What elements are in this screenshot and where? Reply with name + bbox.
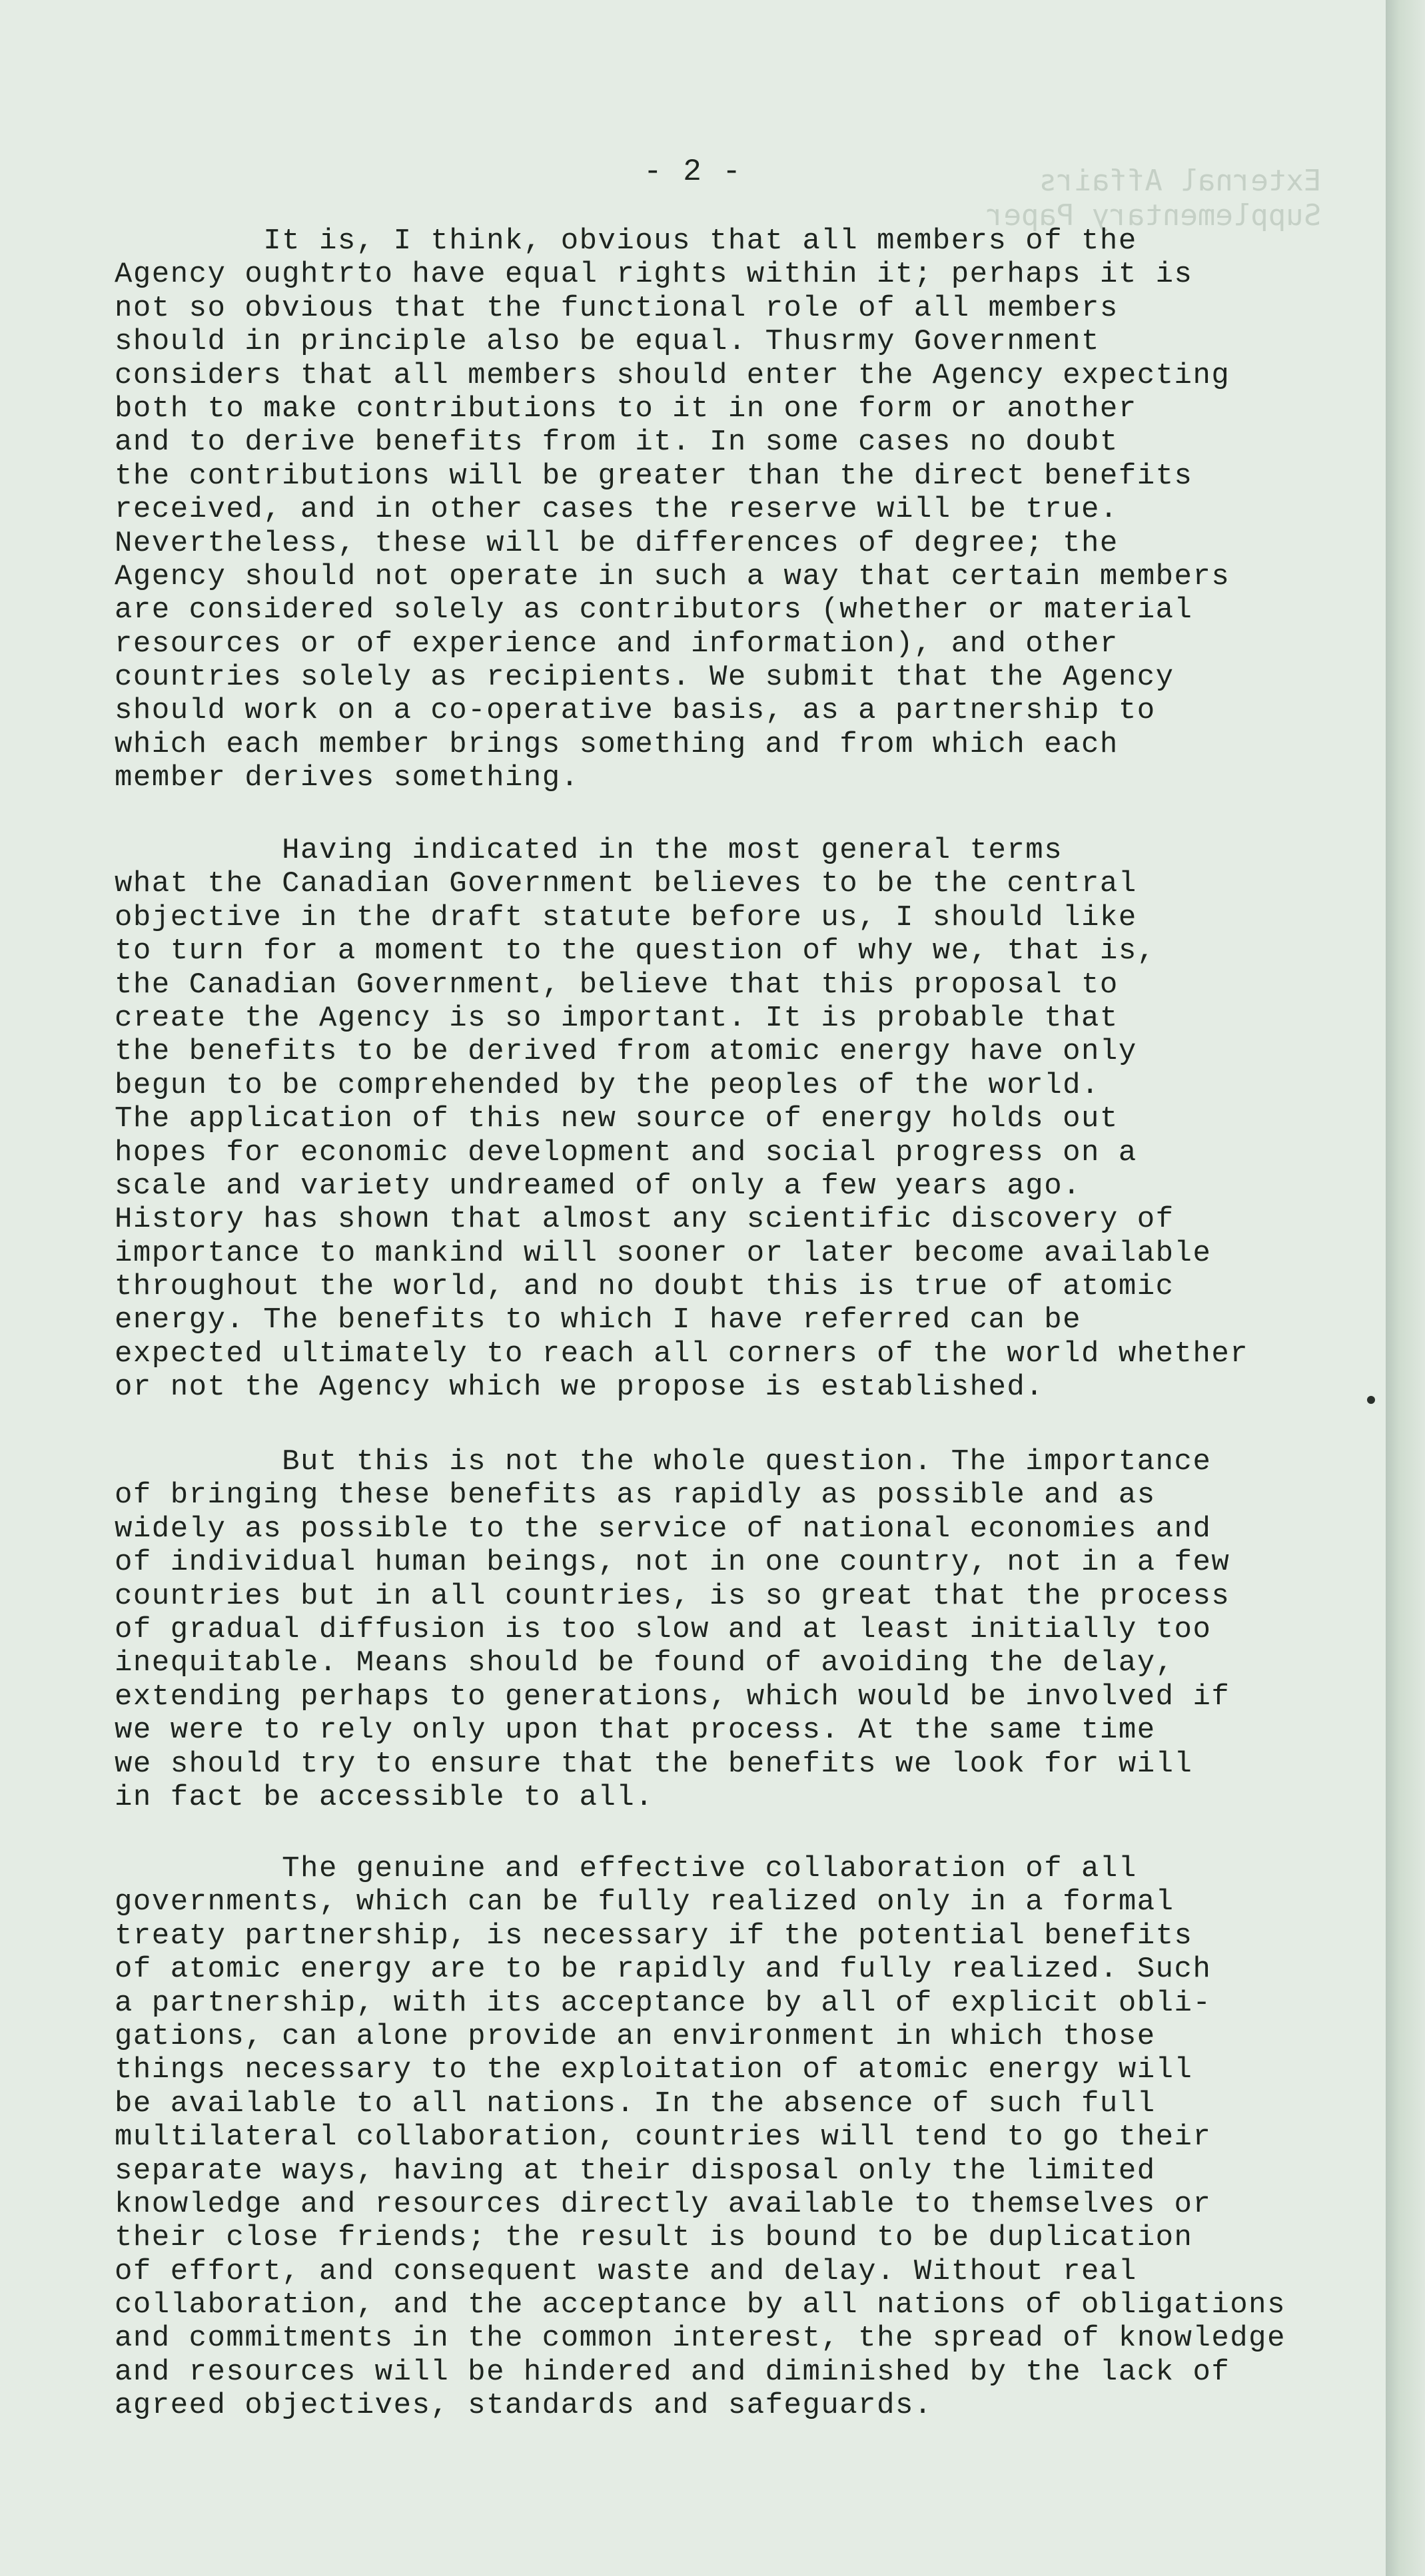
text-line: scale and variety undreamed of only a few years ago. [115, 1169, 1082, 1203]
text-line: separate ways, having at their disposal only the limited [115, 2154, 1156, 2188]
text-line: we were to rely only upon that process. At the same time [115, 1714, 1156, 1748]
text-line: in fact be accessible to all. [115, 1780, 654, 1814]
text-line: we should try to ensure that the benefits we look for will [115, 1747, 1193, 1781]
text-line: to turn for a moment to the question of why we, that is, [115, 934, 1156, 968]
paragraph-4 [115, 1852, 1286, 2423]
text-line: are considered solely as contributors (whether or material [115, 593, 1193, 627]
text-line: a partnership, with its acceptance by all of explicit obli- [115, 1986, 1212, 2020]
page-edge-shadow [1386, 0, 1425, 2576]
text-line: and to derive benefits from it. In some cases no doubt [115, 426, 1119, 460]
text-line: of bringing these benefits as rapidly as possible and as [115, 1478, 1156, 1512]
text-line: or not the Agency which we propose is established. [115, 1371, 1045, 1405]
text-line: what the Canadian Government believes to be the central [115, 867, 1137, 901]
paragraph-3 [115, 1445, 1230, 1814]
text-line: the Canadian Government, believe that this proposal to [115, 968, 1119, 1002]
text-line: of individual human beings, not in one country, not in a few [115, 1546, 1230, 1580]
text-line: resources or of experience and information), and other [115, 627, 1119, 661]
text-line: gations, can alone provide an environment in which those [115, 2019, 1156, 2053]
text-line: the contributions will be greater than the direct benefits [115, 459, 1193, 493]
text-line: throughout the world, and no doubt this is true of atomic [115, 1270, 1175, 1304]
text-line: member derives something. [115, 761, 580, 795]
reverse-bleed-through: External Affairs Supplementary Paper [986, 164, 1322, 232]
text-line: agreed objectives, standards and safeguards. [115, 2389, 933, 2423]
text-line: extending perhaps to generations, which would be involved if [115, 1680, 1230, 1714]
text-line: received, and in other cases the reserve will be true. [115, 493, 1119, 527]
text-line: both to make contributions to it in one form or another [115, 392, 1137, 426]
text-line: Having indicated in the most general terms [115, 834, 1063, 867]
text-line: which each member brings something and from which each [115, 727, 1119, 761]
text-line: treaty partnership, is necessary if the potential benefits [115, 1919, 1193, 1953]
text-line: The genuine and effective collaboration of all [115, 1852, 1137, 1885]
text-line: objective in the draft statute before us, I should like [115, 900, 1137, 934]
text-line: of atomic energy are to be rapidly and fully realized. Such [115, 1953, 1212, 1987]
text-line: widely as possible to the service of national economies and [115, 1512, 1212, 1546]
text-line: collaboration, and the acceptance by all nations of obligations [115, 2288, 1286, 2322]
text-line: hopes for economic development and social progress on a [115, 1135, 1137, 1169]
text-line: not so obvious that the functional role of all members [115, 291, 1119, 325]
text-line: and resources will be hindered and diminished by the lack of [115, 2355, 1230, 2389]
text-line: and commitments in the common interest, the spread of knowledge [115, 2322, 1286, 2356]
text-line: countries solely as recipients. We submit that the Agency [115, 661, 1175, 695]
text-line: inequitable. Means should be found of avoiding the delay, [115, 1646, 1175, 1680]
page-number: - 2 - [643, 155, 743, 189]
text-line: of gradual diffusion is too slow and at least initially too [115, 1612, 1212, 1646]
text-line: The application of this new source of energy holds out [115, 1102, 1119, 1136]
text-line: be available to all nations. In the absence of such full [115, 2087, 1156, 2120]
text-line: Nevertheless, these will be differences of degree; the [115, 526, 1119, 560]
text-line: expected ultimately to reach all corners of the world whether [115, 1337, 1249, 1371]
text-line: countries but in all countries, is so great that the process [115, 1579, 1230, 1613]
text-line: But this is not the whole question. The importance [115, 1445, 1212, 1478]
text-line: of effort, and consequent waste and delay. Without real [115, 2254, 1137, 2288]
text-line: History has shown that almost any scientific discovery of [115, 1203, 1175, 1237]
text-line: Agency should not operate in such a way that certain members [115, 559, 1230, 593]
margin-mark [1367, 1396, 1375, 1404]
text-line: considers that all members should enter the Agency expecting [115, 358, 1230, 392]
text-line: multilateral collaboration, countries will tend to go their [115, 2120, 1212, 2154]
text-line: create the Agency is so important. It is probable that [115, 1001, 1119, 1035]
text-line: knowledge and resources directly available to themselves or [115, 2187, 1212, 2221]
text-line: governments, which can be fully realized only in a formal [115, 1885, 1175, 1919]
paragraph-2 [115, 834, 1248, 1405]
text-line: should work on a co-operative basis, as a partnership to [115, 694, 1156, 728]
text-line: should in principle also be equal. Thusrmy Government [115, 325, 1100, 359]
text-line: things necessary to the exploitation of atomic energy will [115, 2053, 1193, 2087]
text-line: It is, I think, obvious that all members of the [115, 224, 1137, 258]
text-line: begun to be comprehended by the peoples of the world. [115, 1068, 1100, 1102]
text-line: their close friends; the result is bound to be duplication [115, 2221, 1193, 2255]
text-line: energy. The benefits to which I have referred can be [115, 1303, 1082, 1337]
text-line: importance to mankind will sooner or later become available [115, 1236, 1212, 1270]
paragraph-1 [115, 224, 1230, 795]
text-line: the benefits to be derived from atomic energy have only [115, 1035, 1137, 1069]
text-line: Agency oughtrto have equal rights within it; perhaps it is [115, 258, 1193, 292]
